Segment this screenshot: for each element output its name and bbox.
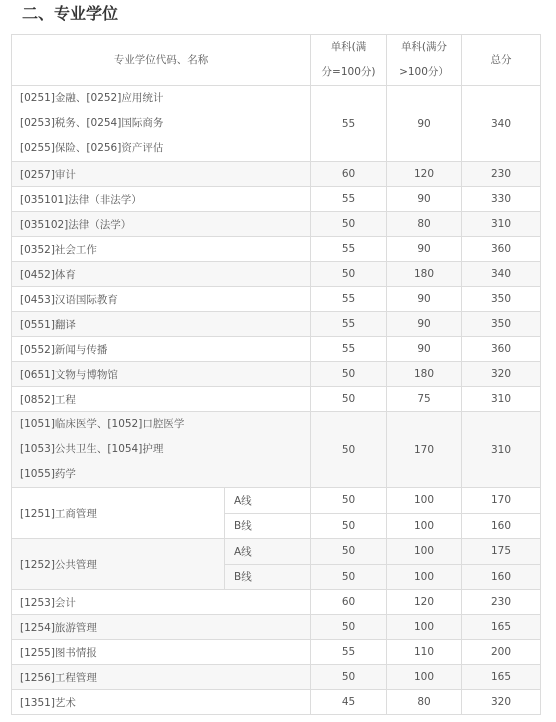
total-score: 170 [462,488,541,514]
total-score: 230 [462,590,541,615]
single-100-score: 50 [311,513,387,539]
single-100-score: 55 [311,86,387,162]
score-line: A线 [225,488,311,514]
single-gt100-score: 90 [387,287,462,312]
score-line: A线 [225,539,311,565]
single-100-score: 55 [311,337,387,362]
total-score: 320 [462,362,541,387]
table-row [12,362,541,387]
table-row [12,312,541,337]
single-gt100-score: 90 [387,312,462,337]
single-100-score: 50 [311,615,387,640]
table-row [12,337,541,362]
single-gt100-score: 100 [387,665,462,690]
header-single-100-line1: 单科(满 [330,41,367,53]
single-gt100-score: 100 [387,488,462,514]
program-name: [035101]法律（非法学） [12,187,311,212]
total-score: 330 [462,187,541,212]
program-name-line: [1051]临床医学、[1052]口腔医学 [20,418,185,430]
single-100-score: 50 [311,412,387,488]
single-100-score: 55 [311,287,387,312]
total-score: 350 [462,312,541,337]
section-title: 二、专业学位 [22,4,119,23]
program-name: [1256]工程管理 [12,665,311,690]
program-name-line: [0253]税务、[0254]国际商务 [20,117,164,129]
single-gt100-score: 170 [387,412,462,488]
single-gt100-score: 100 [387,564,462,590]
single-100-score: 55 [311,187,387,212]
program-name: [0552]新闻与传播 [12,337,311,362]
program-name: [1351]艺术 [12,690,311,715]
header-row [12,35,541,86]
single-100-score: 50 [311,665,387,690]
single-100-score: 50 [311,212,387,237]
score-table [11,34,541,715]
total-score: 340 [462,262,541,287]
program-name: [0453]汉语国际教育 [12,287,311,312]
single-100-score: 55 [311,640,387,665]
program-name: [0257]审计 [12,162,311,187]
single-100-score: 60 [311,590,387,615]
score-line: B线 [225,564,311,590]
single-gt100-score: 100 [387,513,462,539]
table-row [12,287,541,312]
total-score: 310 [462,412,541,488]
program-name: [1253]会计 [12,590,311,615]
header-single-100-line2: 分=100分) [321,66,376,78]
header-single-gt100-line1: 单科(满分 [400,41,448,53]
table-row [12,412,541,488]
total-score: 160 [462,564,541,590]
single-100-score: 50 [311,539,387,565]
single-100-score: 55 [311,312,387,337]
program-name-line: [1055]药学 [20,468,76,480]
table-row [12,237,541,262]
program-name: [0852]工程 [12,387,311,412]
single-gt100-score: 120 [387,590,462,615]
program-name: [0651]文物与博物馆 [12,362,311,387]
header-single-100 [311,35,387,86]
program-name-line: [1053]公共卫生、[1054]护理 [20,443,164,455]
total-score: 175 [462,539,541,565]
table-row [12,640,541,665]
total-score: 165 [462,615,541,640]
program-name-line: [0255]保险、[0256]资产评估 [20,142,164,154]
total-score: 350 [462,287,541,312]
single-gt100-score: 90 [387,187,462,212]
total-score: 230 [462,162,541,187]
program-name: [0452]体育 [12,262,311,287]
table-row [12,615,541,640]
single-gt100-score: 180 [387,362,462,387]
total-score: 360 [462,237,541,262]
single-100-score: 50 [311,387,387,412]
single-gt100-score: 90 [387,86,462,162]
program-name: [1255]图书情报 [12,640,311,665]
total-score: 165 [462,665,541,690]
single-gt100-score: 100 [387,615,462,640]
single-gt100-score: 90 [387,237,462,262]
single-gt100-score: 180 [387,262,462,287]
total-score: 200 [462,640,541,665]
program-name: [0551]翻译 [12,312,311,337]
header-total: 总分 [462,35,541,86]
table-row [12,86,541,162]
single-gt100-score: 75 [387,387,462,412]
single-100-score: 55 [311,237,387,262]
table-row [12,690,541,715]
program-name-line: [0251]金融、[0252]应用统计 [20,92,164,104]
single-gt100-score: 120 [387,162,462,187]
program-name: [1252]公共管理 [12,539,225,590]
program-name: [1254]旅游管理 [12,615,311,640]
table-row [12,488,541,514]
total-score: 340 [462,86,541,162]
table-row [12,187,541,212]
table-row [12,387,541,412]
score-line: B线 [225,513,311,539]
table-row [12,262,541,287]
table-row [12,212,541,237]
program-name: [1251]工商管理 [12,488,225,539]
total-score: 320 [462,690,541,715]
total-score: 160 [462,513,541,539]
single-100-score: 50 [311,488,387,514]
single-gt100-score: 110 [387,640,462,665]
single-100-score: 45 [311,690,387,715]
single-100-score: 60 [311,162,387,187]
single-gt100-score: 100 [387,539,462,565]
table-row [12,162,541,187]
table-row [12,590,541,615]
table-row [12,665,541,690]
table-body [12,86,541,715]
header-single-gt100-line2: >100分） [399,66,449,78]
total-score: 310 [462,387,541,412]
total-score: 310 [462,212,541,237]
single-gt100-score: 80 [387,212,462,237]
header-single-gt100 [387,35,462,86]
program-name [12,86,311,162]
program-name [12,412,311,488]
single-100-score: 50 [311,564,387,590]
single-100-score: 50 [311,362,387,387]
table-row [12,539,541,565]
single-100-score: 50 [311,262,387,287]
total-score: 360 [462,337,541,362]
single-gt100-score: 80 [387,690,462,715]
program-name: [035102]法律（法学） [12,212,311,237]
header-name: 专业学位代码、名称 [12,35,311,86]
single-gt100-score: 90 [387,337,462,362]
program-name: [0352]社会工作 [12,237,311,262]
